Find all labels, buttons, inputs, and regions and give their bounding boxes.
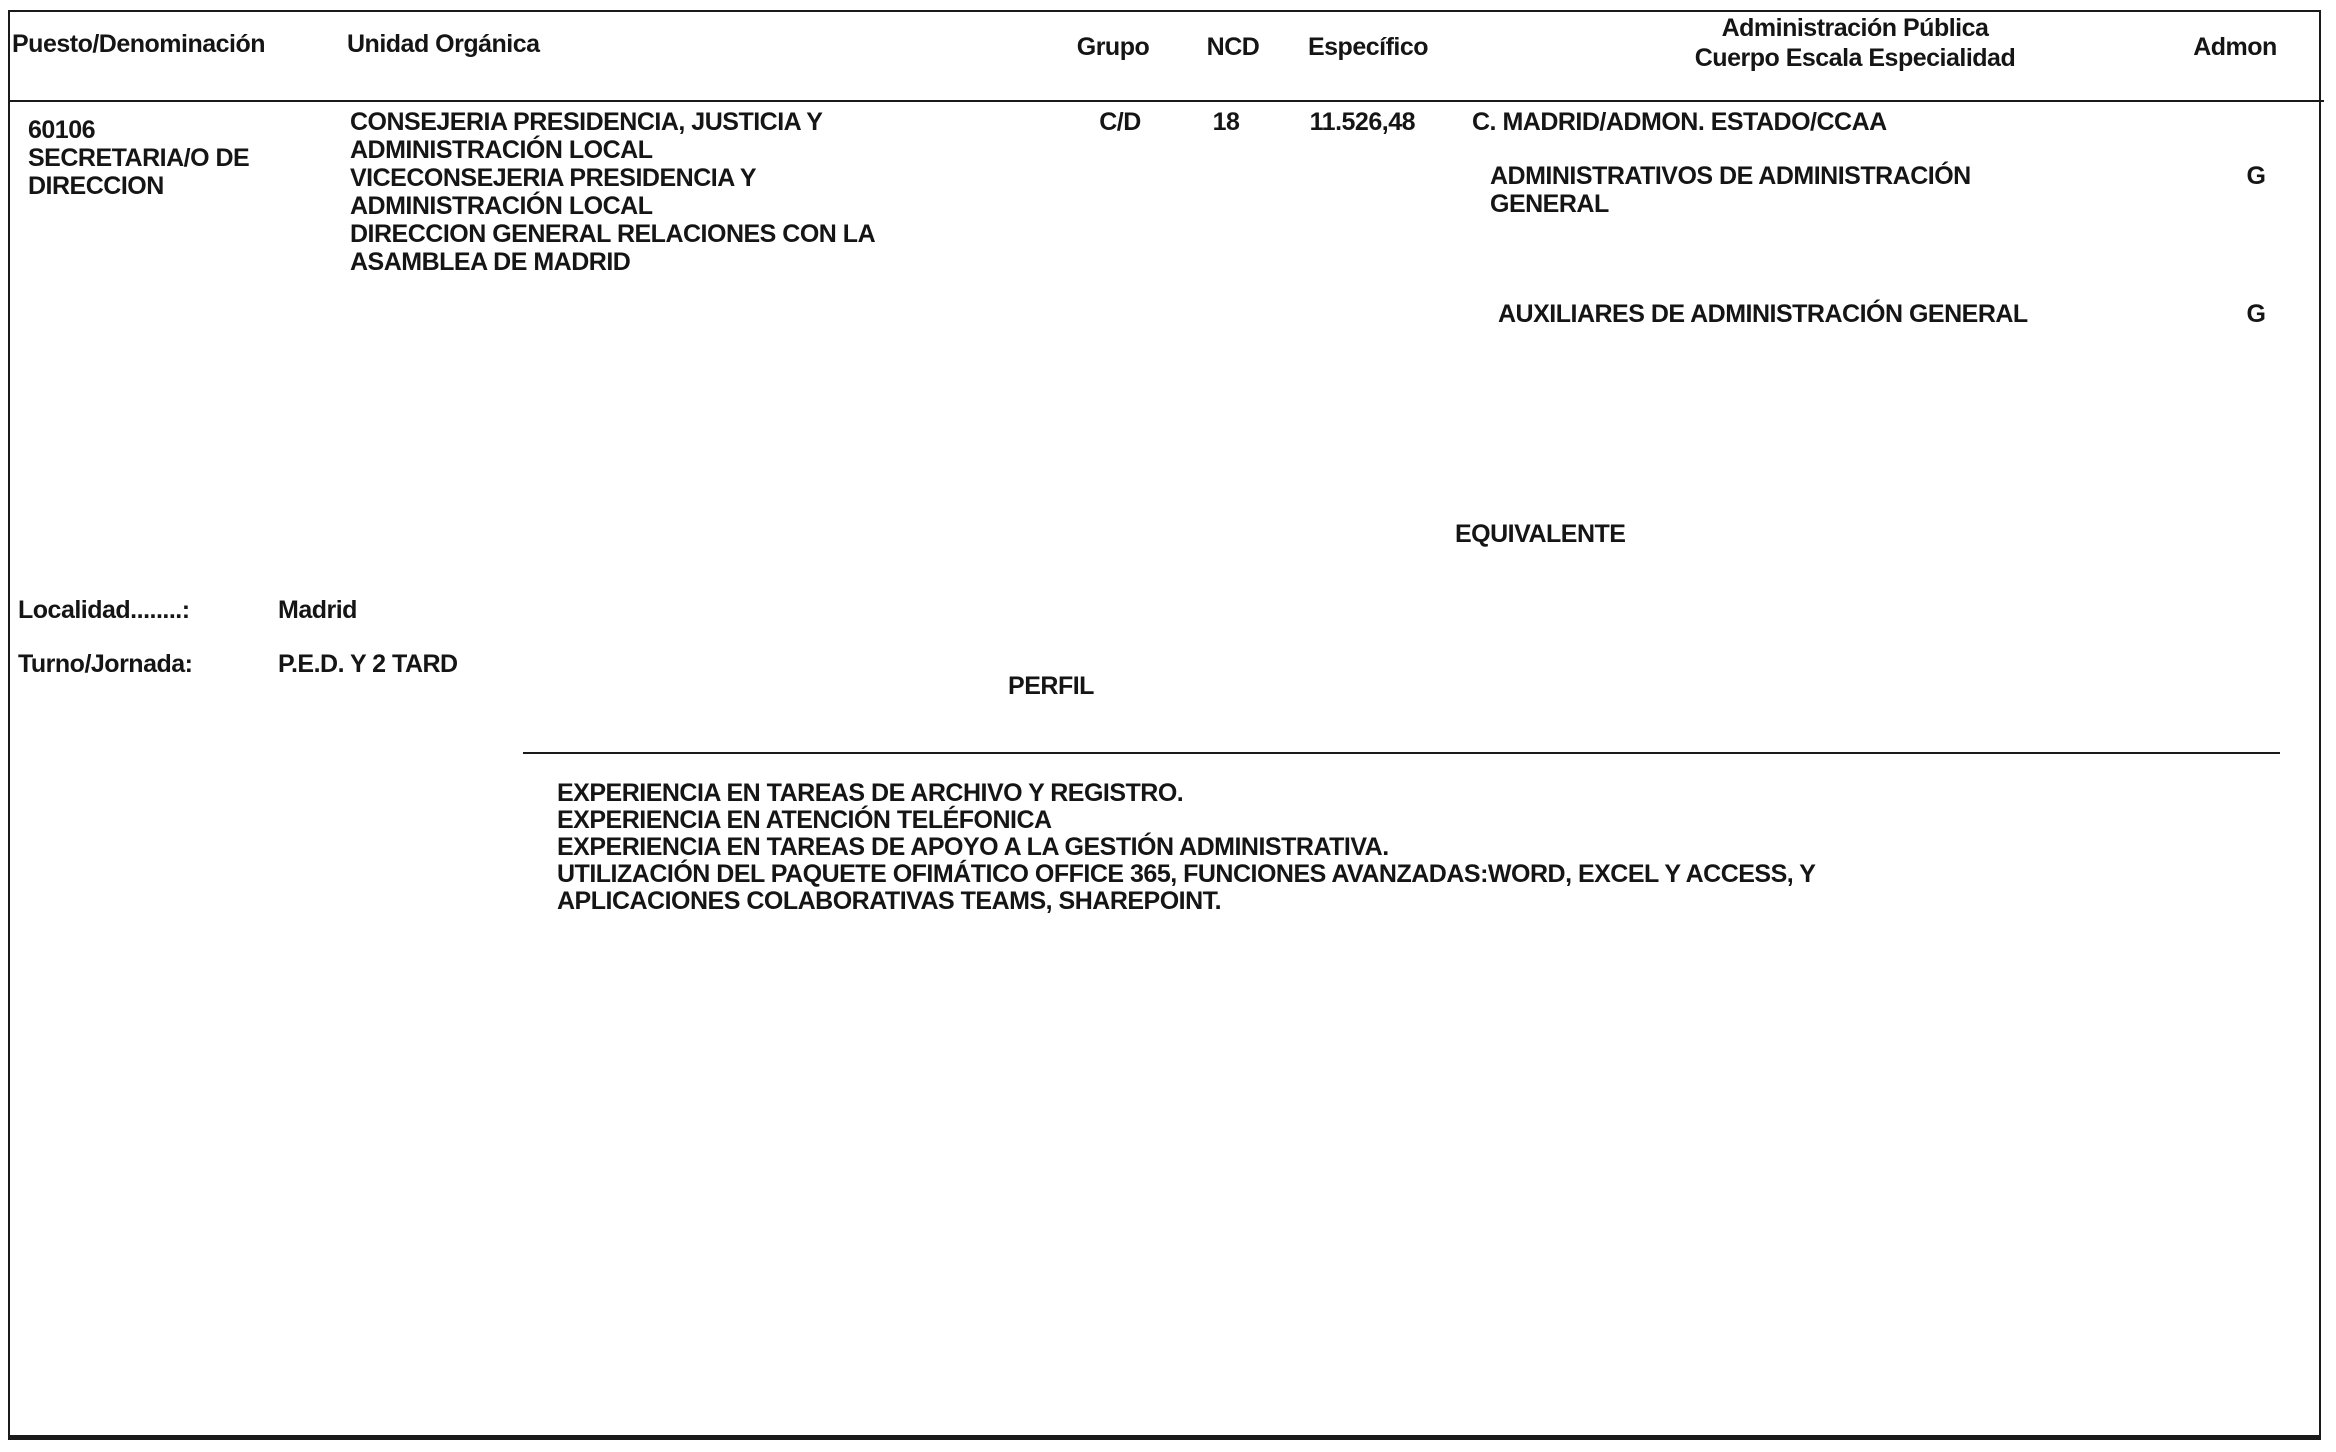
puesto-codigo: 60106 — [28, 116, 96, 144]
header-separator-line — [8, 100, 2324, 102]
perfil-line: EXPERIENCIA EN TAREAS DE APOYO A LA GESTIÓN ADMINISTRATIVA. — [557, 833, 1389, 861]
turno-jornada-value: P.E.D. Y 2 TARD — [278, 650, 458, 678]
column-header-unidad: Unidad Orgánica — [347, 30, 540, 58]
column-header-admon: Admon — [2193, 33, 2277, 61]
cell-administracion-publica: C. MADRID/ADMON. ESTADO/CCAA — [1472, 108, 1887, 136]
perfil-divider-line — [523, 752, 2280, 754]
unidad-line: ASAMBLEA DE MADRID — [350, 248, 631, 276]
column-header-grupo: Grupo — [1076, 33, 1150, 61]
column-header-cuerpo-escala-especialidad: Cuerpo Escala Especialidad — [1694, 44, 2016, 72]
cuerpo-line: GENERAL — [1490, 190, 1609, 218]
localidad-label: Localidad........: — [18, 596, 190, 624]
column-header-administracion-publica: Administración Pública — [1721, 14, 1989, 42]
unidad-line: DIRECCION GENERAL RELACIONES CON LA — [350, 220, 876, 248]
turno-jornada-label: Turno/Jornada: — [18, 650, 193, 678]
cuerpo-admon-flag: G — [2246, 162, 2266, 190]
cell-unidad-organica — [350, 108, 875, 276]
unidad-line: ADMINISTRACIÓN LOCAL — [350, 136, 653, 164]
perfil-text-block — [557, 780, 1815, 915]
unidad-line: VICECONSEJERIA PRESIDENCIA Y — [350, 164, 757, 192]
cell-puesto-denominacion — [28, 116, 249, 200]
puesto-denominacion-line1: SECRETARIA/O DE — [28, 144, 250, 172]
perfil-line: UTILIZACIÓN DEL PAQUETE OFIMÁTICO OFFICE 365, FUNCIONES AVANZADAS:WORD, EXCEL Y ACCESS, Y — [557, 860, 1816, 888]
perfil-line: APLICACIONES COLABORATIVAS TEAMS, SHAREPOINT. — [557, 887, 1222, 915]
column-header-especifico: Específico — [1307, 33, 1429, 61]
cuerpo-entry: AUXILIARES DE ADMINISTRACIÓN GENERAL — [1498, 300, 2028, 328]
unidad-line: CONSEJERIA PRESIDENCIA, JUSTICIA Y — [350, 108, 823, 136]
perfil-title: PERFIL — [1008, 672, 1094, 700]
unidad-line: ADMINISTRACIÓN LOCAL — [350, 192, 653, 220]
cell-grupo: C/D — [1099, 108, 1141, 136]
cuerpo-equivalente: EQUIVALENTE — [1455, 520, 1626, 548]
cuerpo-line: ADMINISTRATIVOS DE ADMINISTRACIÓN — [1490, 162, 1971, 190]
perfil-line: EXPERIENCIA EN ATENCIÓN TELÉFONICA — [557, 806, 1052, 834]
column-header-ncd: NCD — [1206, 33, 1260, 61]
column-header-puesto: Puesto/Denominación — [12, 30, 266, 58]
puesto-denominacion-line2: DIRECCION — [28, 172, 164, 200]
cuerpo-entry — [1490, 162, 1971, 218]
localidad-value: Madrid — [278, 596, 357, 624]
cuerpo-admon-flag: G — [2246, 300, 2266, 328]
cell-ncd: 18 — [1212, 108, 1240, 136]
cell-especifico: 11.526,48 — [1309, 108, 1415, 136]
perfil-line: EXPERIENCIA EN TAREAS DE ARCHIVO Y REGISTRO. — [557, 779, 1184, 807]
